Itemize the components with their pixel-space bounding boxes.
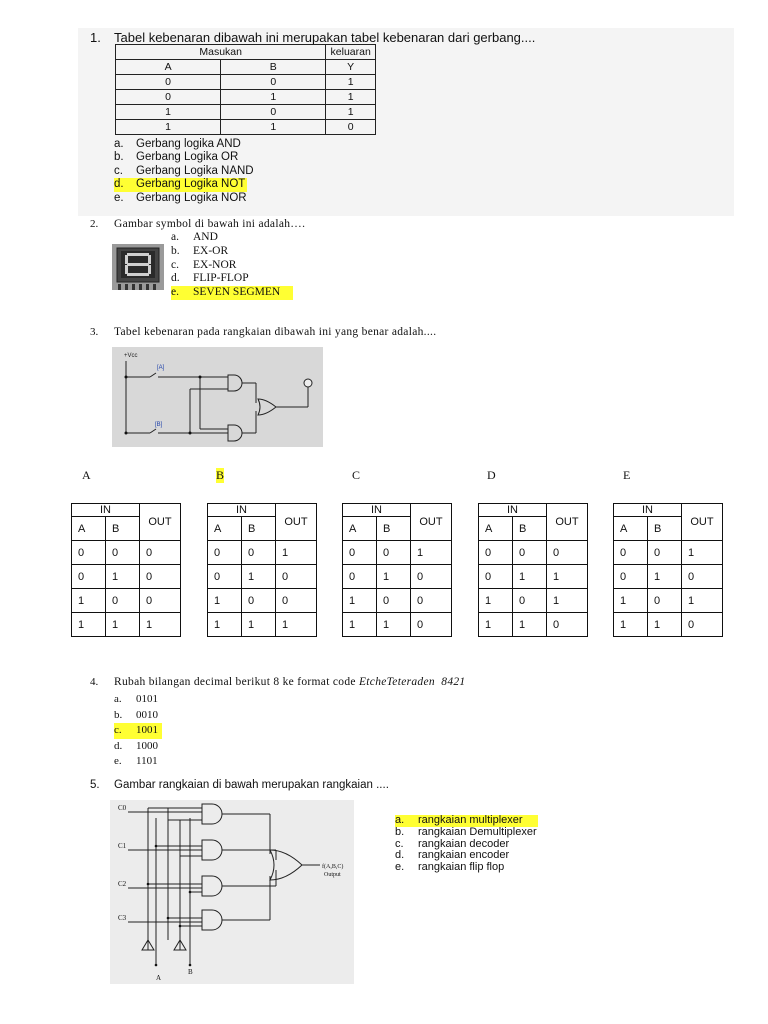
question-2-text: Gambar symbol di bawah ini adalah…. bbox=[114, 218, 306, 230]
table-cell: 0 bbox=[547, 541, 588, 565]
table-cell: 1 bbox=[326, 75, 376, 90]
q4-option-e[interactable]: e. 1101 bbox=[114, 755, 158, 768]
table-cell: 0 bbox=[221, 75, 326, 90]
question-5-text: Gambar rangkaian di bawah merupakan rangkaian .... bbox=[114, 779, 389, 791]
multiplexer-circuit-diagram bbox=[110, 800, 354, 984]
output-function-label: f(A,B,C) bbox=[322, 864, 344, 870]
header-out: OUT bbox=[682, 504, 723, 541]
output-label: Output bbox=[324, 872, 341, 878]
table-row bbox=[72, 613, 181, 637]
table-cell: 1 bbox=[242, 613, 276, 637]
table-cell: 0 bbox=[140, 565, 181, 589]
table-cell: 1 bbox=[377, 613, 411, 637]
q3-table-e bbox=[613, 503, 723, 637]
table-cell: 0 bbox=[682, 613, 723, 637]
table-row bbox=[208, 541, 317, 565]
table-row bbox=[343, 613, 452, 637]
table-cell: 0 bbox=[276, 589, 317, 613]
table-cell: 1 bbox=[513, 565, 547, 589]
header-in: IN bbox=[208, 504, 276, 517]
header-out: OUT bbox=[547, 504, 588, 541]
q1-option-e[interactable]: e. Gerbang Logika NOR bbox=[114, 191, 247, 204]
question-1-text: Tabel kebenaran dibawah ini merupakan tabel kebenaran dari gerbang.... bbox=[114, 30, 536, 45]
q1-col-a: A bbox=[116, 60, 221, 75]
table-cell: 0 bbox=[208, 565, 242, 589]
table-cell: 1 bbox=[326, 105, 376, 120]
header-b: B bbox=[106, 517, 140, 541]
table-row bbox=[614, 541, 723, 565]
q3-choice-c[interactable]: C bbox=[352, 468, 361, 482]
table-cell: 1 bbox=[547, 565, 588, 589]
header-in: IN bbox=[72, 504, 140, 517]
q3-choice-d[interactable]: D bbox=[487, 468, 496, 482]
table-row bbox=[343, 589, 452, 613]
table-cell: 1 bbox=[116, 105, 221, 120]
switch-b-label: [B] bbox=[155, 422, 163, 428]
table-cell: 1 bbox=[479, 589, 513, 613]
header-out: OUT bbox=[411, 504, 452, 541]
table-cell: 0 bbox=[140, 589, 181, 613]
table-cell: 1 bbox=[547, 589, 588, 613]
table-row bbox=[72, 565, 181, 589]
table-cell: 0 bbox=[72, 565, 106, 589]
table-cell: 0 bbox=[479, 565, 513, 589]
q2-options bbox=[171, 231, 293, 300]
q5-option-b[interactable]: b. rangkaian Demultiplexer bbox=[395, 825, 537, 838]
question-1-number: 1. bbox=[90, 30, 101, 45]
table-cell: 1 bbox=[242, 565, 276, 589]
table-cell: 1 bbox=[221, 90, 326, 105]
header-a: A bbox=[479, 517, 513, 541]
q1-option-d[interactable]: d. Gerbang Logika NOT bbox=[114, 178, 246, 191]
table-cell: 0 bbox=[140, 541, 181, 565]
header-b: B bbox=[648, 517, 682, 541]
header-b: B bbox=[513, 517, 547, 541]
table-cell: 1 bbox=[648, 565, 682, 589]
table-cell: 1 bbox=[326, 90, 376, 105]
table-row bbox=[614, 565, 723, 589]
q1-option-b[interactable]: b. Gerbang Logika OR bbox=[114, 151, 239, 164]
table-cell: 0 bbox=[276, 565, 317, 589]
table-cell: 1 bbox=[513, 613, 547, 637]
q3-table-d bbox=[478, 503, 588, 637]
table-cell: 1 bbox=[276, 541, 317, 565]
header-a: A bbox=[614, 517, 648, 541]
table-cell: 1 bbox=[106, 613, 140, 637]
table-row bbox=[208, 565, 317, 589]
question-5-number: 5. bbox=[90, 779, 100, 791]
q5-options bbox=[395, 815, 538, 874]
table-row bbox=[479, 613, 588, 637]
switch-a-label: [A] bbox=[157, 365, 165, 371]
table-cell: 0 bbox=[106, 589, 140, 613]
table-cell: 0 bbox=[513, 541, 547, 565]
table-cell: 1 bbox=[377, 565, 411, 589]
vcc-label: +Vcc bbox=[124, 353, 138, 359]
header-a: A bbox=[343, 517, 377, 541]
table-row bbox=[208, 589, 317, 613]
table-cell: 1 bbox=[140, 613, 181, 637]
table-cell: 0 bbox=[343, 565, 377, 589]
table-cell: 1 bbox=[682, 589, 723, 613]
header-a: A bbox=[208, 517, 242, 541]
q5-option-c[interactable]: c. rangkaian decoder bbox=[395, 837, 510, 850]
table-cell: 0 bbox=[221, 105, 326, 120]
question-4-number: 4. bbox=[90, 676, 99, 688]
table-row bbox=[72, 541, 181, 565]
q1-options bbox=[114, 138, 254, 205]
header-out: OUT bbox=[140, 504, 181, 541]
table-cell: 1 bbox=[479, 613, 513, 637]
table-cell: 0 bbox=[343, 541, 377, 565]
table-cell: 0 bbox=[614, 541, 648, 565]
table-row bbox=[343, 565, 452, 589]
q5-option-d[interactable]: d. rangkaian encoder bbox=[395, 849, 510, 862]
table-cell: 0 bbox=[411, 589, 452, 613]
table-row bbox=[116, 120, 376, 135]
table-row bbox=[116, 105, 376, 120]
table-cell: 1 bbox=[276, 613, 317, 637]
table-row bbox=[72, 589, 181, 613]
header-out: OUT bbox=[276, 504, 317, 541]
c2-label: C2 bbox=[118, 880, 127, 888]
header-in: IN bbox=[343, 504, 411, 517]
question-2-number: 2. bbox=[90, 218, 99, 230]
table-cell: 0 bbox=[242, 589, 276, 613]
table-row bbox=[116, 90, 376, 105]
q4-option-d[interactable]: d. 1000 bbox=[114, 739, 158, 752]
q3-choice-b[interactable]: B bbox=[216, 468, 225, 482]
table-cell: 0 bbox=[411, 565, 452, 589]
and-or-circuit-diagram bbox=[112, 347, 323, 447]
question-4-line bbox=[114, 676, 466, 688]
table-cell: 0 bbox=[411, 613, 452, 637]
table-cell: 1 bbox=[221, 120, 326, 135]
table-cell: 0 bbox=[479, 541, 513, 565]
table-cell: 0 bbox=[72, 541, 106, 565]
c0-label: C0 bbox=[118, 804, 127, 812]
q4-option-a[interactable]: a. 0101 bbox=[114, 693, 158, 705]
q1-option-c[interactable]: c. Gerbang Logika NAND bbox=[114, 164, 254, 177]
c1-label: C1 bbox=[118, 842, 127, 850]
q1-option-a[interactable]: a. Gerbang logika AND bbox=[114, 138, 241, 150]
table-cell: 0 bbox=[547, 613, 588, 637]
table-cell: 0 bbox=[326, 120, 376, 135]
table-cell: 0 bbox=[377, 541, 411, 565]
q1-col-y: Y bbox=[326, 60, 376, 75]
table-cell: 1 bbox=[343, 589, 377, 613]
header-in: IN bbox=[479, 504, 547, 517]
table-cell: 0 bbox=[513, 589, 547, 613]
question-4-code: EtcheTeteraden 8421 bbox=[358, 676, 466, 688]
q1-col-b: B bbox=[221, 60, 326, 75]
c3-label: C3 bbox=[118, 914, 127, 922]
input-b-label: B bbox=[188, 968, 193, 976]
table-cell: 1 bbox=[72, 613, 106, 637]
q2-option-c[interactable]: c. EX-NOR bbox=[171, 258, 237, 271]
table-cell: 1 bbox=[614, 589, 648, 613]
table-cell: 0 bbox=[242, 541, 276, 565]
table-cell: 0 bbox=[648, 541, 682, 565]
q3-table-c bbox=[342, 503, 452, 637]
input-a-label: A bbox=[156, 974, 162, 982]
table-cell: 1 bbox=[648, 613, 682, 637]
question-4-text: Rubah bilangan decimal berikut 8 ke format code bbox=[114, 676, 356, 688]
table-cell: 0 bbox=[648, 589, 682, 613]
q5-option-e[interactable]: e. rangkaian flip flop bbox=[395, 861, 505, 874]
table-cell: 0 bbox=[208, 541, 242, 565]
seven-segment-icon bbox=[112, 244, 164, 290]
table-row bbox=[343, 541, 452, 565]
table-cell: 1 bbox=[116, 120, 221, 135]
table-cell: 1 bbox=[208, 589, 242, 613]
table-row bbox=[479, 565, 588, 589]
q1-header-output: keluaran bbox=[326, 45, 376, 60]
header-in: IN bbox=[614, 504, 682, 517]
header-a: A bbox=[72, 517, 106, 541]
table-cell: 1 bbox=[411, 541, 452, 565]
q3-choice-a[interactable]: A bbox=[82, 468, 91, 482]
header-b: B bbox=[242, 517, 276, 541]
q5-option-a[interactable]: a. rangkaian multiplexer bbox=[395, 815, 538, 827]
q2-option-a[interactable]: a. AND bbox=[171, 231, 218, 243]
table-row bbox=[479, 589, 588, 613]
q4-option-c[interactable]: c. 1001 bbox=[114, 723, 162, 739]
table-row bbox=[614, 589, 723, 613]
table-cell: 1 bbox=[106, 565, 140, 589]
table-row bbox=[614, 613, 723, 637]
table-row bbox=[208, 613, 317, 637]
q4-options bbox=[114, 692, 162, 770]
question-3-text: Tabel kebenaran pada rangkaian dibawah ini yang benar adalah.... bbox=[114, 326, 437, 338]
q1-truth-table bbox=[115, 44, 376, 135]
table-cell: 0 bbox=[682, 565, 723, 589]
q3-choice-e[interactable]: E bbox=[623, 468, 631, 482]
table-row bbox=[116, 75, 376, 90]
q2-option-b[interactable]: b. EX-OR bbox=[171, 244, 229, 257]
table-cell: 0 bbox=[116, 90, 221, 105]
table-cell: 0 bbox=[614, 565, 648, 589]
table-cell: 1 bbox=[72, 589, 106, 613]
q2-option-d[interactable]: d. FLIP-FLOP bbox=[171, 272, 249, 285]
question-3-number: 3. bbox=[90, 326, 99, 338]
q4-option-b[interactable]: b. 0010 bbox=[114, 708, 158, 721]
header-b: B bbox=[377, 517, 411, 541]
q3-table-b bbox=[207, 503, 317, 637]
table-cell: 1 bbox=[614, 613, 648, 637]
q1-header-input: Masukan bbox=[116, 45, 326, 60]
table-cell: 1 bbox=[343, 613, 377, 637]
q2-option-e[interactable]: e. SEVEN SEGMEN bbox=[171, 286, 293, 300]
table-cell: 0 bbox=[116, 75, 221, 90]
table-row bbox=[479, 541, 588, 565]
table-cell: 1 bbox=[208, 613, 242, 637]
q3-table-a bbox=[71, 503, 181, 637]
table-cell: 0 bbox=[106, 541, 140, 565]
table-cell: 0 bbox=[377, 589, 411, 613]
table-cell: 1 bbox=[682, 541, 723, 565]
